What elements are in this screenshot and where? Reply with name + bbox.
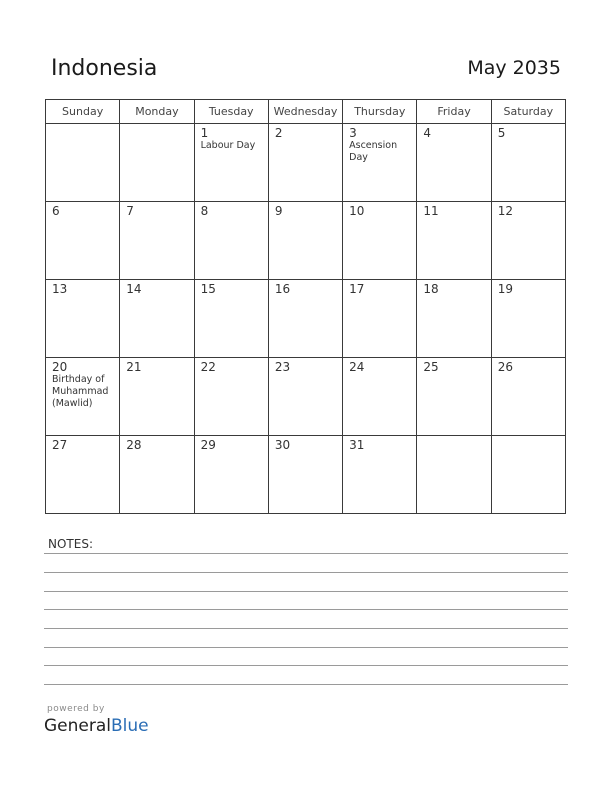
weekday-monday: Monday xyxy=(120,100,194,124)
day-number: 14 xyxy=(126,282,142,296)
week-row xyxy=(46,358,566,436)
day-cell xyxy=(343,436,417,514)
day-number: 26 xyxy=(497,360,513,374)
day-number: 24 xyxy=(349,360,365,374)
notes-line xyxy=(44,665,568,666)
holiday-label: Ascension Day xyxy=(349,140,398,163)
week-row xyxy=(46,280,566,358)
day-cell xyxy=(120,202,194,280)
notes-line xyxy=(44,591,568,592)
day-cell xyxy=(268,436,342,514)
day-cell xyxy=(417,358,491,436)
notes-line xyxy=(44,609,568,610)
day-cell xyxy=(194,280,268,358)
day-cell xyxy=(491,124,565,202)
day-cell xyxy=(491,280,565,358)
day-number: 4 xyxy=(423,126,432,140)
weekday-header-row xyxy=(46,100,566,124)
weekday-saturday: Saturday xyxy=(491,100,565,124)
notes-line xyxy=(44,553,568,554)
day-cell xyxy=(343,202,417,280)
weekday-friday: Friday xyxy=(417,100,491,124)
day-number: 28 xyxy=(126,438,142,452)
calendar-grid xyxy=(45,99,566,514)
weekday-wednesday: Wednesday xyxy=(268,100,342,124)
day-number: 9 xyxy=(274,204,283,218)
month-title: May 2035 xyxy=(467,57,561,79)
day-cell xyxy=(46,202,120,280)
day-cell xyxy=(46,358,120,436)
day-cell xyxy=(268,124,342,202)
day-cell xyxy=(343,280,417,358)
day-cell xyxy=(417,124,491,202)
day-number: 13 xyxy=(52,282,68,296)
day-number: 10 xyxy=(349,204,365,218)
day-number: 6 xyxy=(52,204,60,218)
day-cell xyxy=(417,280,491,358)
day-number: 8 xyxy=(200,204,209,218)
notes-label: NOTES: xyxy=(48,537,93,551)
day-number: 12 xyxy=(497,204,513,218)
day-cell xyxy=(417,436,491,514)
day-number: 17 xyxy=(349,282,365,296)
weekday-thursday: Thursday xyxy=(343,100,417,124)
weekday-sunday: Sunday xyxy=(46,100,120,124)
day-number: 29 xyxy=(200,438,216,452)
weekday-tuesday: Tuesday xyxy=(194,100,268,124)
brand-general: General xyxy=(44,716,111,736)
notes-line xyxy=(44,572,568,573)
holiday-label: Labour Day xyxy=(200,140,256,151)
day-number: 30 xyxy=(274,438,291,452)
day-cell xyxy=(268,280,342,358)
day-cell xyxy=(46,124,120,202)
day-cell xyxy=(491,358,565,436)
day-number: 5 xyxy=(497,126,506,140)
week-row xyxy=(46,436,566,514)
day-cell xyxy=(268,202,342,280)
day-number: 21 xyxy=(126,360,142,374)
notes-line xyxy=(44,628,568,629)
day-number: 19 xyxy=(497,282,513,296)
day-number: 16 xyxy=(274,282,291,296)
day-cell xyxy=(194,202,268,280)
day-cell xyxy=(120,280,194,358)
day-number: 3 xyxy=(349,126,357,140)
day-cell xyxy=(343,124,417,202)
notes-line xyxy=(44,684,568,685)
day-cell xyxy=(491,436,565,514)
day-cell xyxy=(268,358,342,436)
week-row xyxy=(46,202,566,280)
week-row xyxy=(46,124,566,202)
brand-blue: Blue xyxy=(111,716,149,736)
holiday-label: Birthday of Muhammad (Mawlid) xyxy=(52,374,109,409)
day-cell xyxy=(417,202,491,280)
day-number: 23 xyxy=(274,360,291,374)
day-number: 20 xyxy=(52,360,68,374)
brand-logo xyxy=(44,716,149,736)
day-number: 11 xyxy=(423,204,439,218)
day-cell xyxy=(194,358,268,436)
country-title: Indonesia xyxy=(51,56,158,81)
day-number: 15 xyxy=(200,282,216,296)
day-number: 7 xyxy=(126,204,134,218)
day-number: 18 xyxy=(423,282,439,296)
day-cell xyxy=(46,280,120,358)
day-cell xyxy=(120,436,194,514)
day-cell xyxy=(491,202,565,280)
day-cell xyxy=(194,436,268,514)
day-cell xyxy=(343,358,417,436)
day-number: 22 xyxy=(200,360,216,374)
powered-by-text: powered by xyxy=(47,704,105,714)
day-cell xyxy=(46,436,120,514)
day-number: 25 xyxy=(423,360,439,374)
day-number: 1 xyxy=(200,126,209,140)
day-cell xyxy=(120,124,194,202)
day-number: 2 xyxy=(274,126,283,140)
day-cell xyxy=(120,358,194,436)
day-cell xyxy=(194,124,268,202)
day-number: 31 xyxy=(349,438,365,452)
notes-line xyxy=(44,647,568,648)
day-number: 27 xyxy=(52,438,68,452)
